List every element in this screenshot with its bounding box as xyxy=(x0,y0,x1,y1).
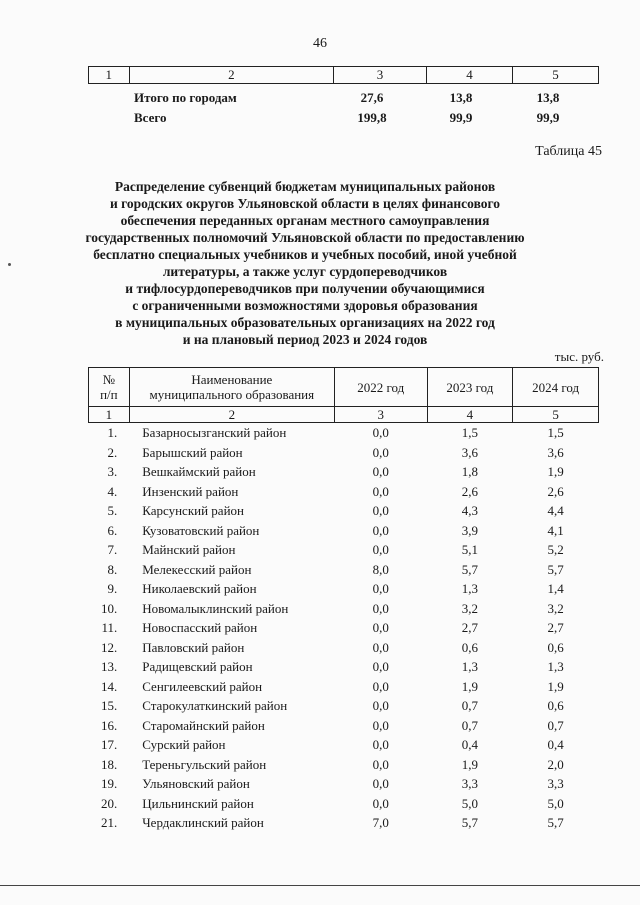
value-2024: 2,7 xyxy=(547,620,564,635)
row-number: 14. xyxy=(100,678,118,694)
district-name: Вешкаймский район xyxy=(142,464,256,479)
row-number: 9. xyxy=(107,581,118,596)
value-2024: 1,9 xyxy=(547,464,564,479)
value-2024: 3,3 xyxy=(547,776,564,791)
district-name: Новомалыклинский район xyxy=(142,600,289,616)
district-name: Павловский район xyxy=(142,639,245,655)
value-2023: 1,9 xyxy=(461,678,478,694)
total-value-2024: 13,8 xyxy=(536,90,560,105)
continuation-header-table xyxy=(88,66,599,84)
district-name: Николаевский район xyxy=(142,581,257,596)
value-2024: 5,2 xyxy=(547,542,564,557)
table-row xyxy=(89,482,599,502)
district-name: Чердаклинский район xyxy=(142,815,264,830)
district-name: Сенгилеевский район xyxy=(142,678,263,694)
value-2024: 4,4 xyxy=(547,503,564,518)
value-2023: 5,0 xyxy=(461,795,478,811)
value-2022: 0,0 xyxy=(372,776,389,791)
table-row xyxy=(89,443,599,463)
row-number: 15. xyxy=(100,698,118,713)
row-number: 6. xyxy=(107,522,118,538)
title-line: и на плановый период 2023 и 2024 годов xyxy=(182,332,428,347)
row-number: 8. xyxy=(107,561,118,577)
header-num-line2: п/п xyxy=(100,387,118,402)
title-line: Распределение субвенций бюджетам муниципальных районов xyxy=(114,179,496,194)
row-number: 5. xyxy=(107,503,118,518)
district-name: Старокулаткинский район xyxy=(142,698,288,713)
col-index-cell: 3 xyxy=(334,67,427,84)
value-2024: 1,5 xyxy=(547,425,564,440)
table-row xyxy=(89,521,599,541)
value-2022: 0,0 xyxy=(372,698,389,713)
col-index-cell: 3 xyxy=(334,407,427,423)
district-name: Карсунский район xyxy=(142,503,244,518)
table-label: Таблица 45 xyxy=(535,144,602,159)
value-2024: 1,4 xyxy=(547,581,564,596)
value-2023: 1,8 xyxy=(461,464,478,479)
row-number: 4. xyxy=(107,483,118,499)
value-2022: 0,0 xyxy=(372,503,389,518)
district-name: Майнский район xyxy=(142,542,236,557)
row-number: 7. xyxy=(107,542,118,557)
value-2024: 3,6 xyxy=(547,444,564,460)
district-name: Старомайнский район xyxy=(142,717,265,733)
value-2023: 1,3 xyxy=(461,581,478,596)
col-index-cell: 2 xyxy=(129,67,333,84)
table-row xyxy=(89,813,599,833)
unit-label: тыс. руб. xyxy=(554,349,604,364)
table-header-row xyxy=(89,368,599,407)
page-bottom-edge xyxy=(0,885,640,886)
value-2024: 2,6 xyxy=(547,483,564,499)
value-2024: 2,0 xyxy=(547,756,564,772)
table-row xyxy=(89,696,599,716)
header-name-line1: Наименование xyxy=(191,372,273,387)
value-2024: 5,7 xyxy=(547,561,564,577)
value-2023: 3,2 xyxy=(461,600,478,616)
table-row xyxy=(89,716,599,736)
total-value-2022: 199,8 xyxy=(357,110,387,125)
col-index-cell: 5 xyxy=(513,407,599,423)
value-2023: 2,7 xyxy=(461,620,478,635)
total-value-2022: 27,6 xyxy=(360,90,384,105)
table-row xyxy=(89,638,599,658)
value-2024: 1,3 xyxy=(547,659,564,674)
table-row xyxy=(89,755,599,775)
value-2022: 0,0 xyxy=(372,717,389,733)
district-name: Барышский район xyxy=(142,444,243,460)
value-2022: 0,0 xyxy=(372,444,389,460)
district-name: Базарносызганский район xyxy=(142,425,287,440)
district-name: Тереньгульский район xyxy=(142,756,267,772)
value-2024: 1,9 xyxy=(547,678,564,694)
value-2022: 0,0 xyxy=(372,678,389,694)
title-line: в муниципальных образовательных организациях на 2022 год xyxy=(115,315,495,330)
row-number: 18. xyxy=(100,756,118,772)
value-2023: 5,7 xyxy=(461,815,478,830)
title-line: литературы, а также услуг сурдопереводчиков xyxy=(162,264,448,279)
title-line: обеспечения переданных органам местного самоуправления xyxy=(120,213,490,228)
value-2024: 0,6 xyxy=(547,698,564,713)
district-name: Инзенский район xyxy=(142,483,239,499)
col-index-cell: 4 xyxy=(427,407,513,423)
title-line: и тифлосурдопереводчиков при получении обучающимися xyxy=(125,281,485,296)
total-value-2023: 99,9 xyxy=(449,110,473,125)
row-number: 1. xyxy=(107,425,118,440)
table-body xyxy=(89,423,599,833)
value-2022: 0,0 xyxy=(372,522,389,538)
row-number: 11. xyxy=(101,620,118,635)
value-2024: 0,7 xyxy=(547,717,564,733)
row-number: 12. xyxy=(100,639,118,655)
value-2024: 5,0 xyxy=(547,795,564,811)
total-label: Итого по городам xyxy=(134,90,237,105)
col-index-cell: 5 xyxy=(512,67,598,84)
total-label: Всего xyxy=(134,110,167,125)
row-number: 16. xyxy=(100,717,118,733)
total-value-2023: 13,8 xyxy=(449,90,473,105)
row-number: 17. xyxy=(100,737,118,752)
district-name: Ульяновский район xyxy=(142,776,250,791)
table-row xyxy=(89,579,599,599)
value-2023: 2,6 xyxy=(461,483,478,499)
row-number: 10. xyxy=(100,600,118,616)
value-2023: 0,7 xyxy=(461,698,478,713)
value-2022: 0,0 xyxy=(372,659,389,674)
table-row xyxy=(89,774,599,794)
table-row xyxy=(89,560,599,580)
table-row xyxy=(89,462,599,482)
total-row-cities xyxy=(134,88,560,108)
row-number: 2. xyxy=(107,444,118,460)
table-row xyxy=(89,657,599,677)
value-2024: 0,6 xyxy=(547,639,564,655)
value-2022: 7,0 xyxy=(372,815,389,830)
value-2023: 1,5 xyxy=(461,425,478,440)
table-row xyxy=(89,423,599,443)
page-number: 46 xyxy=(313,36,327,51)
value-2023: 0,7 xyxy=(461,717,478,733)
value-2022: 0,0 xyxy=(372,483,389,499)
row-number: 21. xyxy=(100,815,118,830)
scan-artifact xyxy=(8,263,11,266)
total-row-all xyxy=(134,108,560,128)
value-2023: 0,4 xyxy=(461,737,478,752)
subvention-table xyxy=(88,367,599,833)
table-title xyxy=(80,178,530,348)
total-value-2024: 99,9 xyxy=(536,110,560,125)
value-2022: 0,0 xyxy=(372,600,389,616)
value-2022: 0,0 xyxy=(372,620,389,635)
value-2024: 0,4 xyxy=(547,737,564,752)
value-2024: 4,1 xyxy=(547,522,564,538)
col-index-cell: 4 xyxy=(426,67,512,84)
header-2022: 2022 год xyxy=(334,368,427,407)
value-2024: 5,7 xyxy=(547,815,564,830)
header-num-line1: № xyxy=(102,372,116,387)
district-name: Цильнинский район xyxy=(142,795,254,811)
header-name xyxy=(129,368,334,407)
value-2023: 1,3 xyxy=(461,659,478,674)
column-index-row xyxy=(89,407,599,423)
value-2024: 3,2 xyxy=(547,600,564,616)
title-line: и городских округов Ульяновской области в целях финансового xyxy=(109,196,501,211)
value-2023: 3,9 xyxy=(461,522,478,538)
value-2022: 0,0 xyxy=(372,542,389,557)
col-index-cell: 2 xyxy=(129,407,334,423)
table-row xyxy=(89,735,599,755)
district-name: Мелекесский район xyxy=(142,561,252,577)
value-2023: 3,6 xyxy=(461,444,478,460)
totals-block xyxy=(134,88,560,128)
col-index-cell: 1 xyxy=(89,407,130,423)
value-2023: 3,3 xyxy=(461,776,478,791)
value-2022: 0,0 xyxy=(372,581,389,596)
title-line: бесплатно специальных учебников и учебных пособий, иной учебной xyxy=(93,247,517,262)
table-row xyxy=(89,501,599,521)
row-number: 13. xyxy=(100,659,118,674)
header-name-line2: муниципального образования xyxy=(149,387,315,402)
row-number: 20. xyxy=(100,795,118,811)
table-row xyxy=(89,618,599,638)
value-2023: 5,7 xyxy=(461,561,478,577)
value-2023: 4,3 xyxy=(461,503,478,518)
value-2023: 0,6 xyxy=(461,639,478,655)
value-2022: 0,0 xyxy=(372,756,389,772)
district-name: Новоспасский район xyxy=(142,620,258,635)
value-2023: 1,9 xyxy=(461,756,478,772)
value-2022: 0,0 xyxy=(372,795,389,811)
value-2023: 5,1 xyxy=(461,542,478,557)
district-name: Кузоватовский район xyxy=(142,522,260,538)
value-2022: 0,0 xyxy=(372,464,389,479)
district-name: Радищевский район xyxy=(142,659,253,674)
header-2024: 2024 год xyxy=(513,368,599,407)
header-2023: 2023 год xyxy=(427,368,513,407)
value-2022: 0,0 xyxy=(372,639,389,655)
value-2022: 8,0 xyxy=(372,561,389,577)
value-2022: 0,0 xyxy=(372,425,389,440)
header-num xyxy=(89,368,130,407)
table-row xyxy=(89,540,599,560)
title-line: с ограниченными возможностями здоровья образования xyxy=(132,298,478,313)
col-index-cell: 1 xyxy=(89,67,130,84)
row-number: 19. xyxy=(100,776,118,791)
table-row xyxy=(89,794,599,814)
value-2022: 0,0 xyxy=(372,737,389,752)
row-number: 3. xyxy=(107,464,118,479)
table-row xyxy=(89,599,599,619)
table-row xyxy=(89,677,599,697)
title-line: государственных полномочий Ульяновской области по предоставлению xyxy=(85,230,525,245)
district-name: Сурский район xyxy=(142,737,226,752)
